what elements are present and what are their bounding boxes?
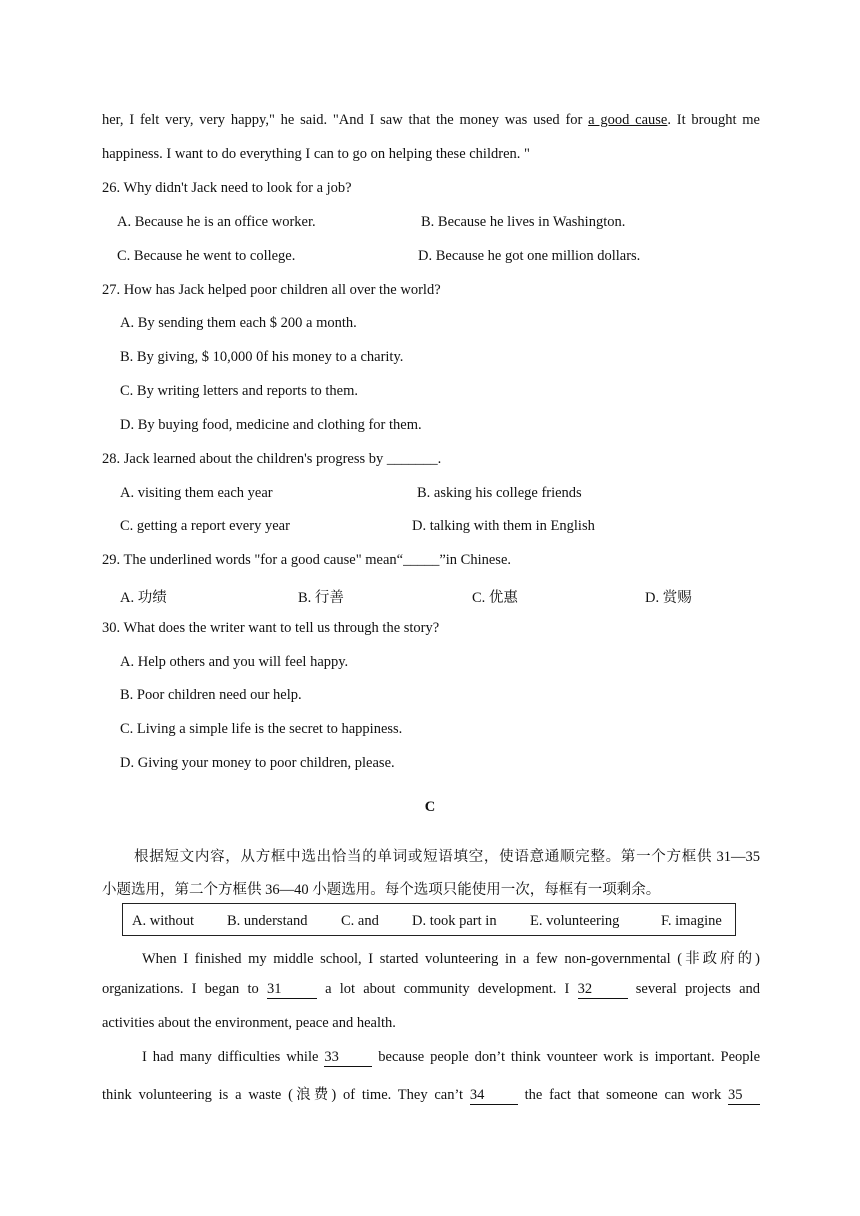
option-29c: C. 优惠 [472, 590, 518, 606]
paragraph-line: When I finished my middle school, I started volunteering in a few non-governmental (非政府的) [142, 951, 760, 967]
word-box [122, 903, 736, 936]
paragraph-line: I had many difficulties while 33 because people don’t think vounteer work is important. People [142, 1049, 761, 1065]
paragraph-line: organizations. I began to 31 a lot about community development. I 32 several projects and [102, 981, 761, 997]
option-27d: D. By buying food, medicine and clothing for them. [120, 417, 422, 433]
question-27: 27. How has Jack helped poor children all over the world? [102, 282, 441, 298]
option-26d: D. Because he got one million dollars. [418, 248, 641, 264]
option-30c: C. Living a simple life is the secret to happiness. [120, 721, 403, 737]
option-27c: C. By writing letters and reports to them. [120, 383, 359, 399]
paragraph-line: think volunteering is a waste (浪费) of time. They can’t 34 the fact that someone can work 35 [102, 1083, 760, 1105]
word-option: C. and [341, 913, 379, 929]
passage-line: happiness. I want to do everything I can to go on helping these children. " [102, 146, 530, 162]
option-28a: A. visiting them each year [120, 485, 273, 501]
word-option: A. without [132, 913, 195, 929]
word-option: D. took part in [412, 913, 497, 929]
question-26: 26. Why didn't Jack need to look for a job? [102, 180, 352, 196]
blank-32[interactable]: 32 [578, 982, 628, 999]
word-option: E. volunteering [530, 913, 620, 929]
question-30: 30. What does the writer want to tell us through the story? [102, 620, 440, 636]
passage-line: her, I felt very, very happy," he said. "And I saw that the money was used for a good cause. It brought me [102, 112, 760, 128]
option-29a: A. 功绩 [120, 590, 167, 606]
option-26a: A. Because he is an office worker. [117, 214, 316, 230]
underlined-phrase: a good cause [588, 112, 668, 128]
instruction-line: 小题选用，第二个方框供 36—40 小题选用。每个选项只能使用一次，每框有一项剩余。 [102, 882, 661, 898]
blank-35[interactable]: 35 [728, 1088, 760, 1105]
word-option: F. imagine [661, 913, 722, 929]
option-27b: B. By giving, $ 10,000 0f his money to a charity. [120, 349, 404, 365]
question-28: 28. Jack learned about the children's progress by _______. [102, 451, 442, 467]
option-28d: D. talking with them in English [412, 518, 595, 534]
option-30b: B. Poor children need our help. [120, 687, 302, 703]
option-27a: A. By sending them each $ 200 a month. [120, 315, 357, 331]
word-option: B. understand [227, 913, 308, 929]
question-29: 29. The underlined words "for a good cause" mean“_____”in Chinese. [102, 552, 512, 568]
option-30d: D. Giving your money to poor children, please. [120, 755, 395, 771]
instruction-line: 根据短文内容，从方框中选出恰当的单词或短语填空，使语意通顺完整。第一个方框供 31—35 [134, 849, 760, 865]
paragraph-line: activities about the environment, peace and health. [102, 1015, 396, 1031]
option-28b: B. asking his college friends [417, 485, 582, 501]
option-29b: B. 行善 [298, 590, 344, 606]
option-30a: A. Help others and you will feel happy. [120, 654, 349, 670]
section-heading: C [424, 799, 436, 815]
blank-34[interactable]: 34 [470, 1088, 518, 1105]
option-26c: C. Because he went to college. [117, 248, 296, 264]
blank-33[interactable]: 33 [324, 1050, 372, 1067]
option-29d: D. 赏赐 [645, 590, 692, 606]
option-26b: B. Because he lives in Washington. [421, 214, 626, 230]
blank-31[interactable]: 31 [267, 982, 317, 999]
option-28c: C. getting a report every year [120, 518, 290, 534]
